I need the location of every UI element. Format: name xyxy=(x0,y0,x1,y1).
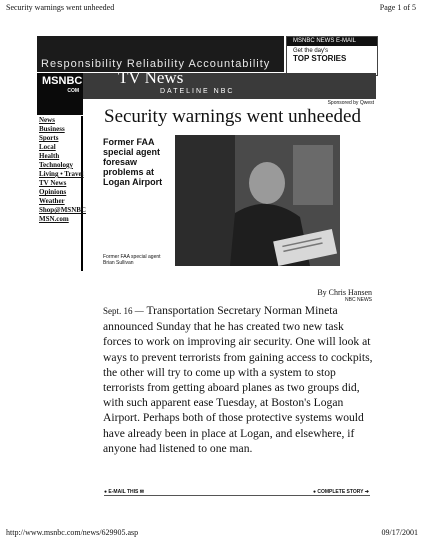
story-label: COMPLETE STORY xyxy=(317,489,364,495)
headline: Security warnings went unheeded xyxy=(104,106,361,127)
page-url: http://www.msnbc.com/news/629905.asp xyxy=(6,528,139,537)
nav-item-msn[interactable]: MSN.com xyxy=(39,215,69,223)
print-date: 09/17/2001 xyxy=(381,528,418,537)
nav-item-technology[interactable]: Technology xyxy=(39,161,73,169)
promo-line2: TOP STORIES xyxy=(293,54,347,63)
nav-item-news[interactable]: News xyxy=(39,116,55,124)
article-photo xyxy=(175,135,340,266)
envelope-icon: ✉ xyxy=(139,489,144,495)
promo-label: MSNBC NEWS E-MAIL xyxy=(287,37,377,46)
section-nav xyxy=(37,116,86,271)
nav-item-local[interactable]: Local xyxy=(39,143,56,151)
nav-item-tv-news[interactable]: TV News xyxy=(39,179,67,187)
logo-com: COM xyxy=(67,88,79,94)
section-title: TV News xyxy=(118,68,184,87)
article-date: Sept. 16 — xyxy=(103,306,144,316)
story-blurb: Former FAA special agent foresaw problems at Logan Airport xyxy=(103,137,163,187)
byline: By Chris Hansen xyxy=(317,288,372,297)
nav-item-living-travel[interactable]: Living • Travel xyxy=(39,170,84,178)
dateline-label: DATELINE NBC xyxy=(160,88,235,95)
arrow-icon: ➔ xyxy=(364,489,369,495)
browser-page-title: Security warnings went unheeded xyxy=(6,3,115,12)
photo-caption: Former FAA special agent Brian Sullivan xyxy=(103,254,161,266)
divider xyxy=(104,495,370,496)
byline-source: NBC NEWS xyxy=(345,297,372,303)
article-text: Transportation Secretary Norman Mineta announced Sunday that he has created two new task forces to work on improving air security. One will look at ways to prevent terrorists from gaining access to cockpits, the other will try to come up with a system to stop terrorists from getting aboard planes as two groups did, with such apparent ease Tuesday, at Boston's Logan Airport. Perhaps both of those protective systems would have already been in place at Logan, and elsewhere, if anyone had listened to one man. xyxy=(103,304,373,455)
promo-line1: Get the day's xyxy=(293,48,329,54)
email-promo[interactable] xyxy=(286,36,378,76)
email-label: E-MAIL THIS xyxy=(108,489,139,495)
logo-text: MSNBC xyxy=(42,75,83,87)
email-this-link[interactable]: ● E-MAIL THIS ✉ xyxy=(104,489,144,495)
nav-item-weather[interactable]: Weather xyxy=(39,197,65,205)
nav-item-business[interactable]: Business xyxy=(39,125,65,133)
photo-illustration xyxy=(175,135,340,266)
nav-item-health[interactable]: Health xyxy=(39,152,60,160)
nav-item-opinions[interactable]: Opinions xyxy=(39,188,67,196)
article-body xyxy=(103,303,375,456)
nav-item-sports[interactable]: Sports xyxy=(39,134,59,142)
msnbc-logo[interactable] xyxy=(37,73,83,115)
banner-tagline: Responsibility Reliability Accountability xyxy=(41,58,271,70)
sponsor-text: Sponsored by Qwest xyxy=(327,100,374,106)
page-number: Page 1 of 5 xyxy=(379,3,416,12)
nav-item-shop[interactable]: Shop@MSNBC xyxy=(39,206,86,214)
complete-story-link[interactable]: ● COMPLETE STORY ➔ xyxy=(312,489,369,495)
